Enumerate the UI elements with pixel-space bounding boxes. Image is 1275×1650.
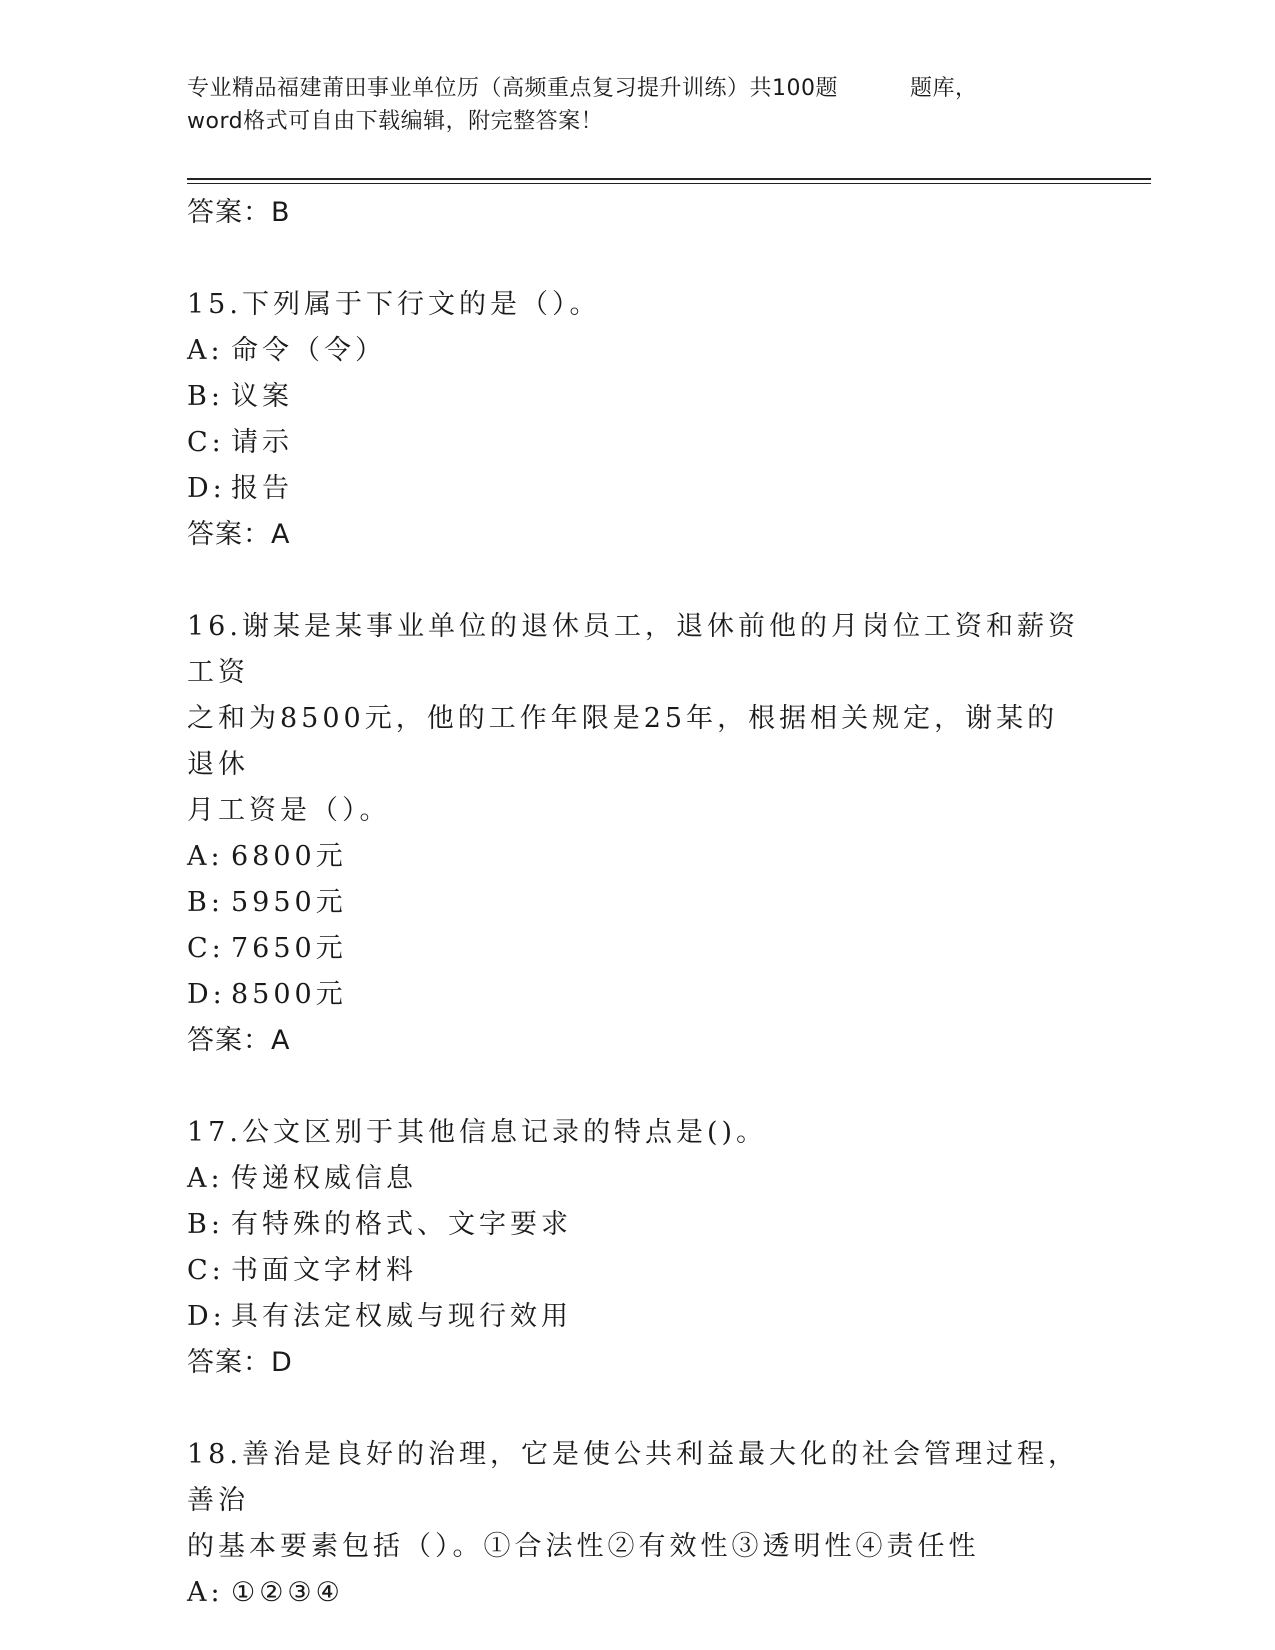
question-stem-line: 月工资是（）。: [187, 795, 391, 826]
header-divider-thin: [187, 183, 1151, 184]
option-key: C:: [187, 427, 225, 458]
option-b: [187, 1202, 1087, 1248]
option-b: [187, 374, 1087, 420]
option-text: 议案: [231, 381, 293, 412]
option-text: 有特殊的格式、文字要求: [231, 1209, 572, 1240]
option-c: [187, 420, 1087, 466]
question-block: [187, 604, 1087, 1064]
option-a: [187, 1156, 1087, 1202]
header-title: 专业精品福建莆田事业单位历（高频重点复习提升训练）共100题: [187, 76, 838, 101]
question-block: [187, 282, 1087, 558]
option-key: A:: [187, 1163, 224, 1194]
option-key: D:: [187, 473, 226, 504]
header-divider-thick: [187, 178, 1151, 180]
option-d: [187, 972, 1087, 1018]
header-line-2: word格式可自由下载编辑，附完整答案！: [187, 109, 604, 134]
header-line-1: [187, 72, 1067, 105]
question-stem-line: 16.谢某是某事业单位的退休员工，退休前他的月岗位工资和薪资工资: [187, 611, 1079, 688]
section-spacer: [187, 1386, 1087, 1432]
section-spacer: [187, 558, 1087, 604]
question-stem-line: 的基本要素包括（）。①合法性②有效性③透明性④责任性: [187, 1531, 980, 1562]
question-stem: 17.公文区别于其他信息记录的特点是()。: [187, 1117, 768, 1148]
option-text: 8500元: [231, 979, 347, 1010]
option-d: [187, 1294, 1087, 1340]
option-key: C:: [187, 1255, 225, 1286]
section-spacer: [187, 236, 1087, 282]
option-key: A:: [187, 335, 224, 366]
option-text: ①②③④: [231, 1577, 344, 1608]
question-stem: 15.下列属于下行文的是（）。: [187, 289, 601, 320]
option-key: B:: [187, 887, 224, 918]
option-c: [187, 926, 1087, 972]
question-block: [187, 1432, 1087, 1616]
document-header: [187, 72, 1067, 138]
option-key: B:: [187, 381, 224, 412]
answer-line: 答案：A: [187, 1025, 291, 1056]
option-key: D:: [187, 1301, 226, 1332]
answer-line: 答案：B: [187, 197, 291, 228]
option-d: [187, 466, 1087, 512]
option-text: 传递权威信息: [231, 1163, 417, 1194]
option-key: C:: [187, 933, 225, 964]
option-a: [187, 834, 1087, 880]
option-text: 报告: [231, 473, 293, 504]
option-key: D:: [187, 979, 226, 1010]
header-title-suffix: 题库，: [910, 76, 978, 101]
option-c: [187, 1248, 1087, 1294]
option-text: 7650元: [231, 933, 347, 964]
question-block: [187, 1110, 1087, 1386]
option-text: 请示: [231, 427, 293, 458]
option-text: 6800元: [231, 841, 347, 872]
option-key: A:: [187, 1577, 224, 1608]
question-list: [187, 190, 1087, 1616]
option-a: [187, 328, 1087, 374]
option-a: [187, 1570, 1087, 1616]
option-key: A:: [187, 841, 224, 872]
answer-line: 答案：A: [187, 519, 291, 550]
option-b: [187, 880, 1087, 926]
option-text: 书面文字材料: [231, 1255, 417, 1286]
answer-line: 答案：D: [187, 1347, 293, 1378]
option-text: 命令（令）: [231, 335, 386, 366]
section-spacer: [187, 1064, 1087, 1110]
question-stem-line: 之和为8500元，他的工作年限是25年，根据相关规定，谢某的退休: [187, 703, 1059, 780]
option-text: 具有法定权威与现行效用: [231, 1301, 572, 1332]
question-stem-line: 18.善治是良好的治理，它是使公共利益最大化的社会管理过程，善治: [187, 1439, 1079, 1516]
option-text: 5950元: [231, 887, 347, 918]
option-key: B:: [187, 1209, 224, 1240]
